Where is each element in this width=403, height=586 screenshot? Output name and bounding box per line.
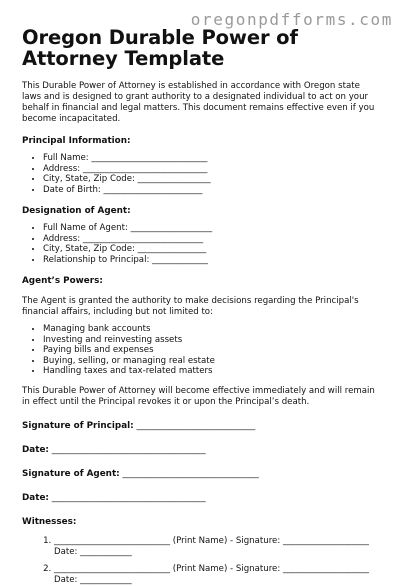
witness-item: 1. ___________________________ (Print Name) - Signature: ____________________ Date: ____________ [54, 536, 381, 558]
witness-item: 2. ___________________________ (Print Name) - Signature: ____________________ Date: ____________ [54, 564, 381, 586]
powers-list [22, 324, 381, 377]
principal-signature-blank: ___________________________ [133, 420, 256, 431]
power-item: • Handling taxes and tax-related matters [43, 366, 381, 377]
principal-fields [22, 153, 381, 195]
power-item: • Investing and reinvesting assets [43, 335, 381, 346]
agent-date-line [22, 493, 381, 504]
effective-paragraph: This Durable Power of Attorney will become effective immediately and will remain in effect until the Principal revokes it or upon the Principal’s death. [22, 385, 375, 407]
principal-full-name-field: • Full Name: ___________________________ [43, 153, 381, 164]
watermark: oregonpdfforms.com [190, 10, 393, 29]
power-item: • Buying, selling, or managing real estate [43, 356, 381, 367]
power-item: • Paying bills and expenses [43, 345, 381, 356]
power-item: • Managing bank accounts [43, 324, 381, 335]
agent-address-field: • Address: ____________________________ [43, 234, 381, 245]
principal-date-label: Date: [22, 444, 49, 455]
agent-signature-blank: _______________________________ [119, 468, 259, 479]
intro-paragraph: This Durable Power of Attorney is established in accordance with Oregon state laws and is designed to grant authority to a designated individual to act on your behalf in financial and legal matters. This document remains effective even if you become incapacitated. [22, 81, 375, 124]
principal-signature-label: Signature of Principal: [22, 420, 134, 431]
principal-heading: Principal Information: [22, 136, 131, 146]
agent-fields [22, 223, 381, 265]
powers-heading: Agent’s Powers: [22, 276, 103, 286]
principal-date-line [22, 445, 381, 456]
principal-city-field: • City, State, Zip Code: _________________ [43, 174, 381, 185]
agent-full-name-field: • Full Name of Agent: ___________________ [43, 223, 381, 234]
powers-paragraph: The Agent is granted the authority to make decisions regarding the Principal's financial affairs, including but not limited to: [22, 296, 359, 317]
agent-date-blank: ___________________________________ [48, 492, 206, 503]
agent-date-label: Date: [22, 492, 49, 503]
document-title: Oregon Durable Power of Attorney Template [22, 26, 298, 70]
principal-dob-field: • Date of Birth: _______________________ [43, 185, 381, 196]
agent-city-field: • City, State, Zip Code: ________________ [43, 244, 381, 255]
agent-signature-label: Signature of Agent: [22, 468, 120, 479]
agent-heading: Designation of Agent: [22, 206, 131, 216]
witnesses-list [22, 536, 381, 586]
agent-signature-line [22, 469, 381, 480]
principal-signature-line [22, 421, 381, 432]
principal-date-blank: ___________________________________ [48, 444, 206, 455]
agent-relationship-field: • Relationship to Principal: _____________ [43, 255, 381, 266]
witnesses-heading: Witnesses: [22, 516, 77, 527]
principal-address-field: • Address: _____________________________ [43, 164, 381, 175]
